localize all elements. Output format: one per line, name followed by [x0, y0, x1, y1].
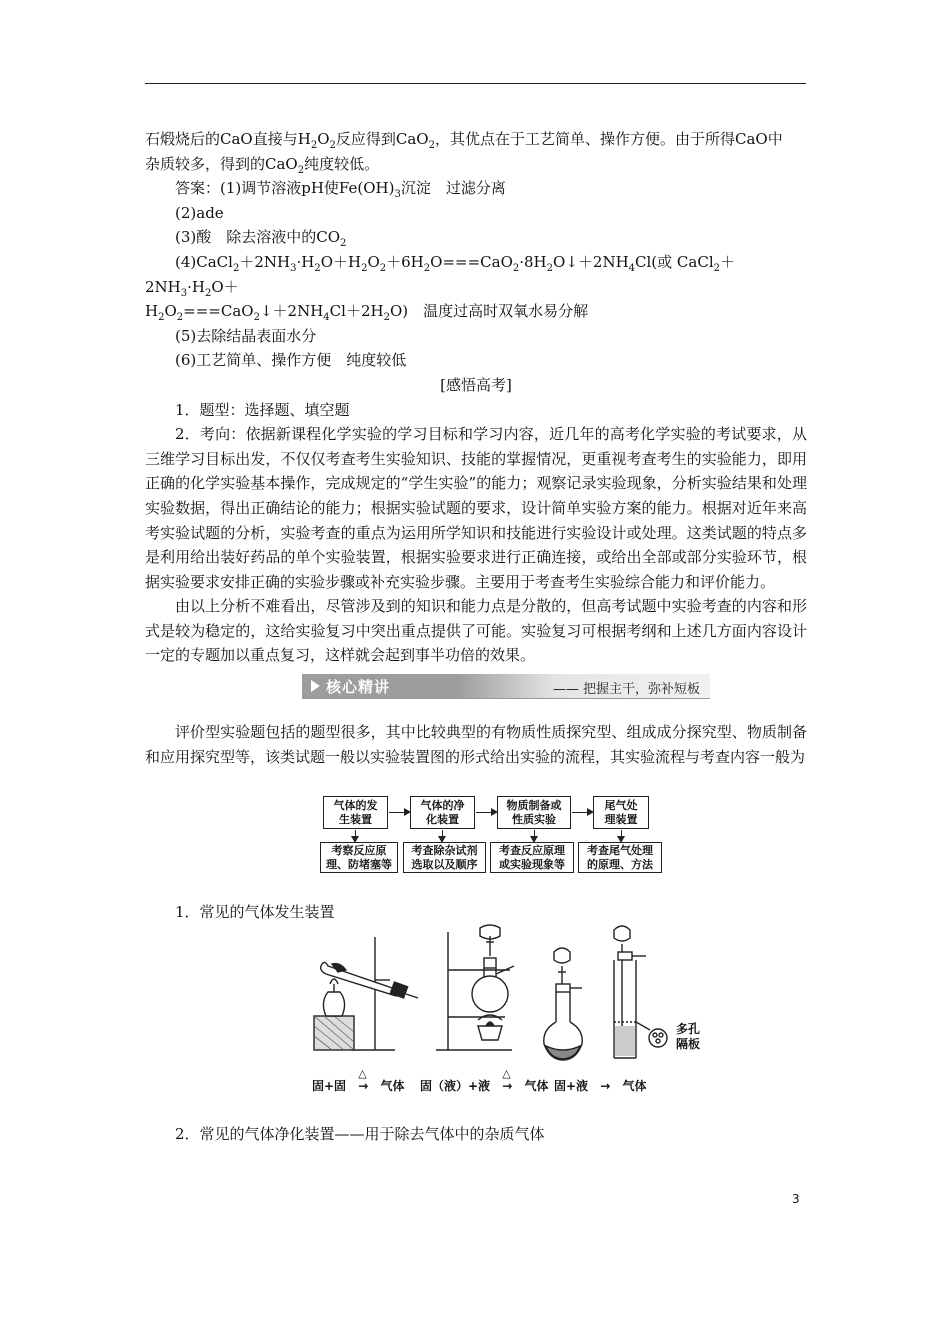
apparatus-solid-liquid-heat — [436, 925, 514, 1050]
sec2-title: 2．常见的气体净化装置——用于除去气体中的杂质气体 — [175, 1125, 545, 1143]
answer-2: (2)ade — [175, 203, 224, 222]
gas-generation-apparatus-illustration — [300, 922, 700, 1072]
flow-arrow-down-1 — [355, 830, 356, 841]
intro-block — [145, 127, 807, 668]
flow-top-4: 尾气处 理装置 — [593, 796, 649, 829]
answer-4-line-2: $H_2O_2===CaO_2↓+2NH_4Cl+2H_2O$) 温度过高时双氧水易分解 — [145, 302, 589, 324]
item-1: 1．题型：选择题、填空题 — [175, 400, 350, 419]
intro-line-2: 杂质较多，得到的CaO$_2$纯度较低。 — [145, 154, 380, 176]
apparatus-porous-plate-tube — [614, 926, 667, 1058]
core-banner — [302, 674, 710, 699]
label-porous-1: 多孔 — [676, 1022, 701, 1036]
flow-top-3: 物质制备或 性质实验 — [497, 796, 571, 829]
answer-1: 答案：(1)调节溶液pH使$Fe(OH)_3$沉淀 过滤分离 — [175, 179, 506, 201]
flow-bottom-4: 考查尾气处理 的原理、方法 — [578, 842, 662, 873]
play-triangle-icon — [311, 680, 320, 692]
caption-1: 固+固 △ → 气体 — [312, 1067, 405, 1093]
answer-4-line-1: $(4)CaCl_2+2NH_3\cdot H_2O+H_2O_2+6H_2O===CaO_2\cdot 8H_2O↓+2NH_4Cl$(或 $CaCl_2+2NH_3\cdot H_2O+$ — [145, 252, 736, 299]
apparatus-solid-liquid — [544, 948, 583, 1060]
flow-bottom-1: 考察反应原 理、防堵塞等 — [320, 842, 398, 873]
flow-top-2: 气体的净 化装置 — [410, 796, 475, 829]
section-heading: [感悟高考] — [440, 375, 512, 394]
flow-arrow-down-2 — [442, 830, 443, 841]
banner-subtitle: —— 把握主干，弥补短板 — [552, 682, 700, 697]
flow-arrow-down-3 — [534, 830, 535, 841]
flow-arrow-right-1 — [389, 812, 409, 813]
intro-line-1: 石煅烧后的CaO直接与$H_2O_2$反应得到CaO$_2$，其优点在于工艺简单、操作方便。由于所得CaO中 — [145, 130, 783, 151]
label-porous-plate — [676, 1022, 700, 1052]
answer-5: (5)去除结晶表面水分 — [175, 326, 317, 345]
eval-intro — [145, 720, 807, 769]
caption-2: 固（液）+液 △ → 气体 — [420, 1067, 549, 1093]
flow-arrow-right-3 — [572, 812, 592, 813]
answer-6: (6)工艺简单、操作方便 纯度较低 — [175, 351, 407, 370]
apparatus-solid-solid-heat — [314, 937, 418, 1050]
flow-top-1: 气体的发 生装置 — [323, 796, 388, 829]
flow-arrow-down-4 — [621, 830, 622, 841]
caption-3: 固+液 → 气体 — [554, 1079, 647, 1093]
page-number: 3 — [792, 1192, 800, 1206]
flow-bottom-2: 考查除杂试剂 选取以及顺序 — [403, 842, 486, 873]
banner-title: 核心精讲 — [326, 678, 391, 696]
label-porous-2: 隔板 — [676, 1037, 701, 1051]
item-2: 2．考向：依据新课程化学实验的学习目标和学习内容，近几年的高考化学实验的考试要求，从三维学习目标出发，不仅仅考查考生实验知识、技能的掌握情况，更重视考查考生的实验能力，即用正确的化学实验基本操作，完成规定的“学生实验”的能力；观察记录实验现象，分析实验结果和处理实验数据，得出正确结论的能力；根据实验试题的要求，设计简单实验方案的能力。根据对近年来高考实验试题的分析，实验考查的重点为运用所学知识和技能进行实验设计或处理。这类试题的特点多是利用给出装好药品的单个实验装置，根据实验要求进行正确连接，或给出全部或部分实验环节，根据实验要求安排正确的实验步骤或补充实验步骤。主要用于考查考生实验综合能力和评价能力。 — [145, 425, 807, 591]
answer-3: (3)酸 除去溶液中的$CO_2$ — [175, 228, 347, 250]
sec1-title: 1．常见的气体发生装置 — [175, 903, 335, 921]
section-2-heading — [145, 1122, 807, 1147]
flow-arrow-right-2 — [476, 812, 496, 813]
eval-intro-text: 评价型实验题包括的题型很多，其中比较典型的有物质性质探究型、组成成分探究型、物质制备和应用探究型等，该类试题一般以实验装置图的形式给出实验的流程，其实验流程与考查内容一般为 — [145, 723, 807, 766]
flow-bottom-3: 考查反应原理 或实验现象等 — [490, 842, 574, 873]
section-1-heading — [145, 900, 807, 925]
header-rule — [145, 83, 806, 84]
summary-paragraph: 由以上分析不难看出，尽管涉及到的知识和能力点是分散的，但高考试题中实验考查的内容和形式是较为稳定的，这给实验复习中突出重点提供了可能。实验复习可根据考纲和上述几方面内容设计一定的专题加以重点复习，这样就会起到事半功倍的效果。 — [145, 597, 807, 665]
